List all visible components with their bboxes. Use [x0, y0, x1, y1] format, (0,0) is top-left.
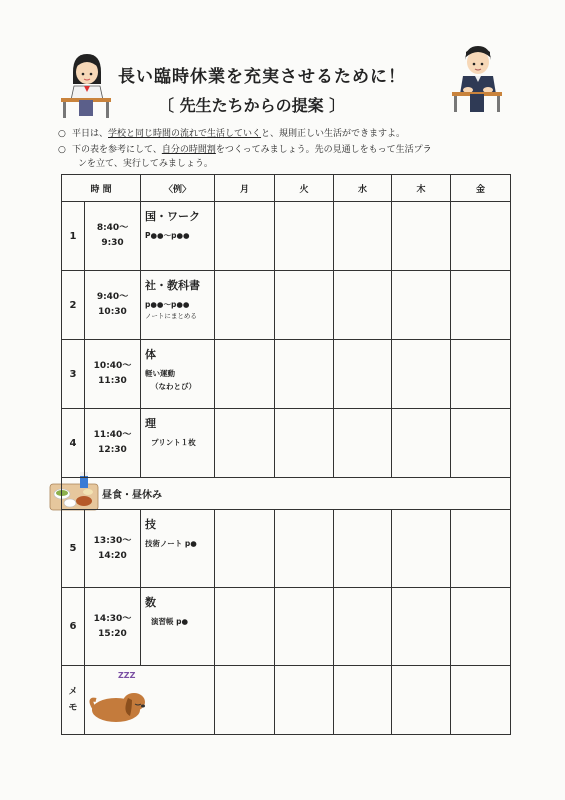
header-example: 〈例〉 — [141, 175, 215, 202]
memo-example-cell — [85, 666, 215, 735]
example-cell: 数 演習帳 p● — [141, 588, 215, 666]
tue-memo-cell[interactable] — [275, 666, 334, 735]
table-row — [62, 409, 511, 478]
thu-cell[interactable] — [392, 271, 451, 340]
fri-cell[interactable] — [451, 202, 511, 271]
note-text-continued: ンを立て、実行してみましょう。 — [78, 159, 213, 169]
wed-cell[interactable] — [334, 588, 392, 666]
table-row — [62, 510, 511, 588]
period-time: 13:30～ 14:20 — [85, 510, 141, 588]
wed-memo-cell[interactable] — [334, 666, 392, 735]
period-time: 14:30～ 15:20 — [85, 588, 141, 666]
page-subtitle: 〔 先生たちからの提案 〕 — [158, 96, 346, 115]
table-header-row — [62, 175, 511, 202]
table-row — [62, 588, 511, 666]
zzz-icon: ZZZ — [118, 671, 136, 680]
header-mon: 月 — [215, 175, 275, 202]
student-girl-illustration — [57, 50, 115, 120]
note-bullet: ○ — [58, 129, 66, 139]
thu-cell[interactable] — [392, 510, 451, 588]
thu-cell[interactable] — [392, 340, 451, 409]
tue-cell[interactable] — [275, 409, 334, 478]
table-row — [62, 271, 511, 340]
note-item — [58, 143, 528, 171]
note-text-underlined: 自分の時間割 — [161, 145, 216, 155]
wed-cell[interactable] — [334, 340, 392, 409]
mon-cell[interactable] — [215, 588, 275, 666]
period-number: 1 — [62, 202, 85, 271]
header-fri: 金 — [451, 175, 511, 202]
lunch-row — [62, 478, 511, 510]
wed-cell[interactable] — [334, 202, 392, 271]
mon-cell[interactable] — [215, 409, 275, 478]
tue-cell[interactable] — [275, 510, 334, 588]
period-time: 8:40～ 9:30 — [85, 202, 141, 271]
tue-cell[interactable] — [275, 202, 334, 271]
header-tue: 火 — [275, 175, 334, 202]
note-item — [58, 127, 528, 141]
period-number: 5 — [62, 510, 85, 588]
wed-cell[interactable] — [334, 510, 392, 588]
wed-cell[interactable] — [334, 409, 392, 478]
period-time: 9:40～ 10:30 — [85, 271, 141, 340]
example-cell: 体 軽い運動 （なわとび） — [141, 340, 215, 409]
table-row — [62, 202, 511, 271]
fri-memo-cell[interactable] — [451, 666, 511, 735]
example-cell: 社・教科書 p●●～p●● ノートにまとめる — [141, 271, 215, 340]
wed-cell[interactable] — [334, 271, 392, 340]
header-wed: 水 — [334, 175, 392, 202]
example-cell: 技 技術ノート p● — [141, 510, 215, 588]
note-bullet: ○ — [58, 145, 66, 155]
thu-cell[interactable] — [392, 588, 451, 666]
timetable — [61, 174, 511, 735]
note-text-pre: 平日は、 — [72, 129, 109, 139]
thu-cell[interactable] — [392, 409, 451, 478]
fri-cell[interactable] — [451, 510, 511, 588]
header-thu: 木 — [392, 175, 451, 202]
mon-memo-cell[interactable] — [215, 666, 275, 735]
thu-cell[interactable] — [392, 202, 451, 271]
table-row — [62, 340, 511, 409]
memo-row — [62, 666, 511, 735]
example-cell: 国・ワーク P●●～p●● — [141, 202, 215, 271]
period-time: 11:40～ 12:30 — [85, 409, 141, 478]
mon-cell[interactable] — [215, 510, 275, 588]
period-number: 3 — [62, 340, 85, 409]
period-number: 4 — [62, 409, 85, 478]
fri-cell[interactable] — [451, 409, 511, 478]
fri-cell[interactable] — [451, 340, 511, 409]
page-title: 長い臨時休業を充実させるために！ — [118, 67, 406, 87]
memo-label: メ モ — [62, 666, 85, 735]
fri-cell[interactable] — [451, 588, 511, 666]
period-time: 10:40～ 11:30 — [85, 340, 141, 409]
mon-cell[interactable] — [215, 340, 275, 409]
tue-cell[interactable] — [275, 340, 334, 409]
tue-cell[interactable] — [275, 588, 334, 666]
note-text-post: をつくってみましょう。先の見通しをもって生活プラ — [215, 145, 432, 155]
student-boy-illustration — [448, 42, 506, 114]
tue-cell[interactable] — [275, 271, 334, 340]
note-text-underlined: 学校と同じ時間の流れで生活していく — [108, 129, 262, 139]
thu-memo-cell[interactable] — [392, 666, 451, 735]
example-cell: 理 プリント１枚 — [141, 409, 215, 478]
mon-cell[interactable] — [215, 202, 275, 271]
fri-cell[interactable] — [451, 271, 511, 340]
header-time: 時 間 — [62, 175, 141, 202]
period-number: 6 — [62, 588, 85, 666]
mon-cell[interactable] — [215, 271, 275, 340]
lunch-label: 昼食・昼休み — [62, 478, 511, 510]
note-text-pre: 下の表を参考にして、 — [72, 145, 162, 155]
period-number: 2 — [62, 271, 85, 340]
note-text-post: と、規則正しい生活ができますよ。 — [261, 129, 406, 139]
